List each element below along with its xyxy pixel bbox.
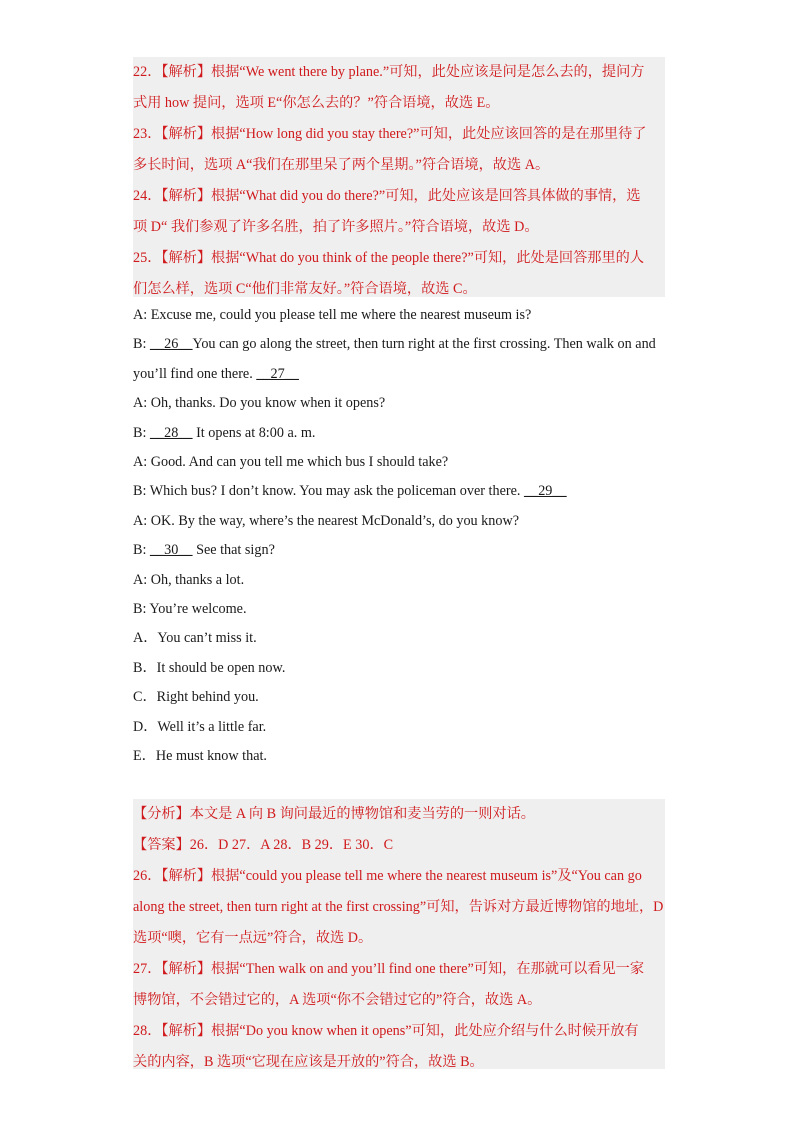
explanation-27-line-2: 博物馆，不会错过它的，A 选项“你不会错过它的”符合，故选 A。 bbox=[133, 992, 542, 1008]
dialogue-line: A: Excuse me, could you please tell me where the nearest museum is? bbox=[133, 307, 532, 323]
blank-29: __29__ bbox=[524, 483, 567, 500]
explanation-22-line-2: 式用 how 提问，选项 E“你怎么去的？”符合语境，故选 E。 bbox=[133, 95, 500, 111]
dialogue-line: B: __28__ It opens at 8:00 a. m. bbox=[133, 424, 316, 441]
explanation-26-line-1: 26．【解析】根据“could you please tell me where the nearest museum is”及“You can go bbox=[133, 868, 642, 884]
dialogue-line: B: Which bus? I don’t know. You may ask the policeman over there. __29__ bbox=[133, 483, 567, 500]
explanation-27-line-1: 27．【解析】根据“Then walk on and you’ll find one there”可知，在那就可以看见一家 bbox=[133, 961, 645, 977]
explanation-24-line-1: 24．【解析】根据“What did you do there?”可知，此处应该是回答具体做的事情，选 bbox=[133, 188, 641, 204]
option-c: C．Right behind you. bbox=[133, 689, 259, 706]
explanation-24-line-2: 项 D“ 我们参观了许多名胜，拍了许多照片。”符合语境，故选 D。 bbox=[133, 219, 539, 235]
answer-key: 【答案】26．D 27．A 28．B 29．E 30．C bbox=[133, 837, 394, 853]
explanation-22-line-1: 22．【解析】根据“We went there by plane.”可知，此处应该是问是怎么去的，提问方 bbox=[133, 64, 645, 80]
dialogue-line: B: __26__You can go along the street, then turn right at the first crossing. Then walk on and bbox=[133, 336, 656, 353]
explanation-26-line-2: along the street, then turn right at the first crossing”可知，告诉对方最近博物馆的地址，D bbox=[133, 899, 664, 915]
dialogue-line: A: Good. And can you tell me which bus I should take? bbox=[133, 454, 449, 471]
blank-26: __26__ bbox=[149, 336, 193, 353]
blank-28: __28__ bbox=[149, 424, 193, 441]
explanation-23-line-1: 23．【解析】根据“How long did you stay there?”可知，此处应该回答的是在那里待了 bbox=[133, 126, 647, 142]
dialogue-line: you’ll find one there. __27__ bbox=[133, 365, 299, 382]
explanation-23-line-2: 多长时间，选项 A“我们在那里呆了两个星期。”符合语境，故选 A。 bbox=[133, 157, 550, 173]
dialogue-line: B: You’re welcome. bbox=[133, 601, 247, 618]
blank-27: __27__ bbox=[256, 365, 299, 382]
dialogue-line: B: __30__ See that sign? bbox=[133, 542, 275, 559]
blank-30: __30__ bbox=[149, 542, 193, 559]
explanation-28-line-1: 28．【解析】根据“Do you know when it opens”可知，此处应介绍与什么时候开放有 bbox=[133, 1023, 639, 1039]
dialogue-line: A: Oh, thanks. Do you know when it opens? bbox=[133, 395, 386, 412]
option-a: A．You can’t miss it. bbox=[133, 630, 257, 647]
dialogue bbox=[133, 301, 673, 772]
explanations-top bbox=[133, 57, 665, 297]
explanation-25-line-2: 们怎么样，选项 C“他们非常友好。”符合语境，故选 C。 bbox=[133, 281, 477, 297]
explanation-28-line-2: 关的内容，B 选项“它现在应该是开放的”符合，故选 B。 bbox=[133, 1054, 484, 1070]
dialogue-line: A: OK. By the way, where’s the nearest McDonald’s, do you know? bbox=[133, 512, 519, 529]
option-e: E．He must know that. bbox=[133, 748, 267, 765]
explanation-25-line-1: 25．【解析】根据“What do you think of the people there?”可知，此处是回答那里的人 bbox=[133, 250, 645, 266]
explanations-bottom bbox=[133, 799, 665, 1069]
option-b: B．It should be open now. bbox=[133, 659, 286, 676]
explanation-26-line-3: 选项“噢，它有一点远”符合，故选 D。 bbox=[133, 930, 373, 946]
option-d: D．Well it’s a little far. bbox=[133, 718, 267, 735]
analysis: 【分析】本文是 A 向 B 询问最近的博物馆和麦当劳的一则对话。 bbox=[133, 806, 535, 822]
dialogue-line: A: Oh, thanks a lot. bbox=[133, 571, 245, 588]
